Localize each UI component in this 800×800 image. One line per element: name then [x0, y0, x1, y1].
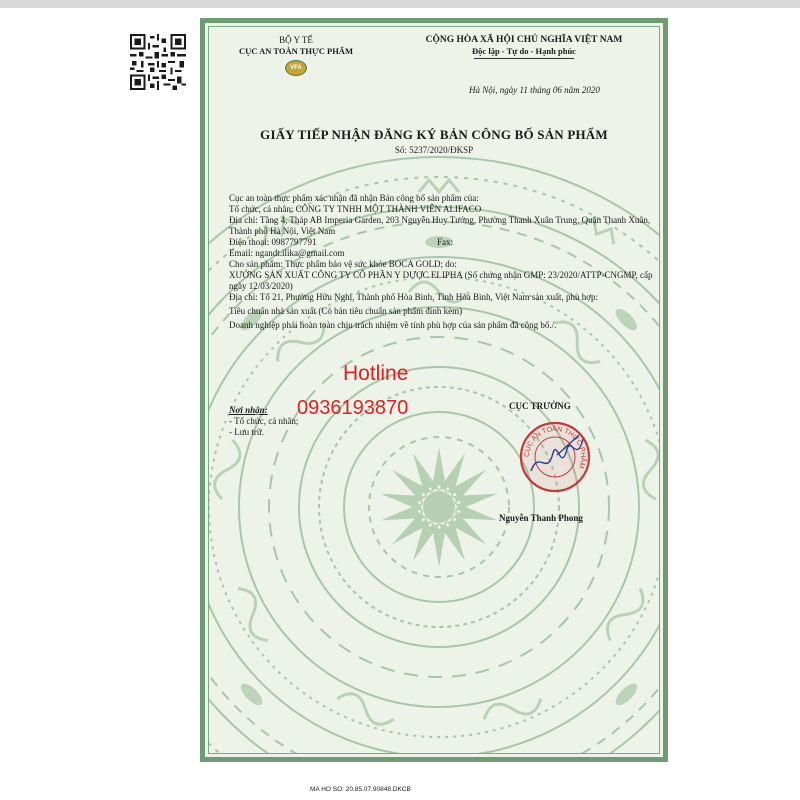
recipient-item: - Lưu trữ. — [229, 427, 264, 437]
agency-logo: VFA — [285, 60, 307, 76]
document-title: GIẤY TIẾP NHẬN ĐĂNG KÝ BẢN CÔNG BỐ SẢN PHẨM — [260, 127, 608, 142]
phone-line: Điện thoại: 0987797791 — [229, 237, 317, 247]
address-line: Địa chỉ: Tầng 4, Tháp AB Imperia Garden, 203 Nguyễn Huy Tưởng, Phường Thanh Xuân Trung, Quận Thanh Xuân, Thành phố Hà Nội, Việt Nam — [229, 215, 651, 236]
product-line: Cho sản phẩm: Thực phẩm bảo vệ sức khỏe BOCA GOLD; do: — [229, 259, 457, 269]
certificate-inner-frame — [208, 26, 660, 754]
signatory-title: CỤC TRƯỞNG — [509, 401, 571, 411]
certificate-body — [229, 193, 653, 331]
recipient-item: - Tổ chức, cá nhân; — [229, 416, 299, 426]
email-line: Email: ngandt.ilika@gmail.com — [229, 248, 345, 258]
document-number: Số: 5237/2020/ĐKSP — [394, 145, 474, 155]
qr-code — [130, 34, 186, 90]
organization-line: Tổ chức, cá nhân: CÔNG TY TNHH MỘT THÀNH VIÊN ALIFACO — [229, 204, 482, 214]
hotline-label: Hotline — [343, 362, 409, 385]
top-edge-bar — [0, 0, 800, 8]
country-name: CỘNG HÒA XÃ HỘI CHỦ NGHĨA VIỆT NAM — [425, 35, 623, 45]
national-motto: Độc lập - Tự do - Hạnh phúc — [472, 46, 576, 56]
file-code-footer: MA HO SO: 20.85.07.90848.DKCB — [310, 786, 411, 793]
recipients-block — [229, 405, 298, 438]
issue-date: Hà Nội, ngày 11 tháng 06 năm 2020 — [469, 85, 600, 95]
signatory-name: Nguyễn Thanh Phong — [499, 513, 583, 523]
stamp-text: CỤC AN TOÀN THỰC PHẨM — [523, 425, 587, 470]
motto-underline — [474, 58, 574, 59]
intro-line: Cục an toàn thực phẩm xác nhận đã nhận Bản công bố sản phẩm của: — [229, 193, 479, 203]
contact-line — [229, 237, 653, 248]
issuing-agency-header — [221, 35, 371, 76]
fax-line: Fax: — [437, 237, 454, 247]
standard-line: Tiêu chuẩn nhà sản xuất (Có bản tiêu chuẩn sản phẩm đính kèm) — [229, 306, 463, 316]
responsibility-line: Doanh nghiệp phải hoàn toàn chịu trách nhiệm về tính phù hợp của sản phẩm đã công bố./. — [229, 320, 557, 330]
national-header — [384, 35, 660, 59]
agency-name: CỤC AN TOÀN THỰC PHẨM — [239, 46, 353, 56]
certificate-content — [209, 27, 659, 753]
recipients-heading: Nơi nhận: — [229, 405, 268, 415]
official-stamp — [517, 419, 593, 495]
manufacturer-line: XƯỞNG SẢN XUẤT CÔNG TY CỔ PHẦN Y DƯỢC ELIPHA (Số chứng nhận GMP: 23/2020/ATTP-CNGMP, cấp ngày 12/03/2020) — [229, 270, 653, 291]
certificate-document — [200, 18, 668, 762]
ministry-name: BỘ Y TẾ — [279, 35, 313, 45]
manufacturer-address-line: Địa chỉ: Tổ 21, Phường Hữu Nghị, Thành phố Hòa Bình, Tỉnh Hòa Bình, Việt Nam sản xuất, phù hợp: — [229, 292, 599, 302]
hotline-number: 0936193870 — [297, 397, 409, 419]
